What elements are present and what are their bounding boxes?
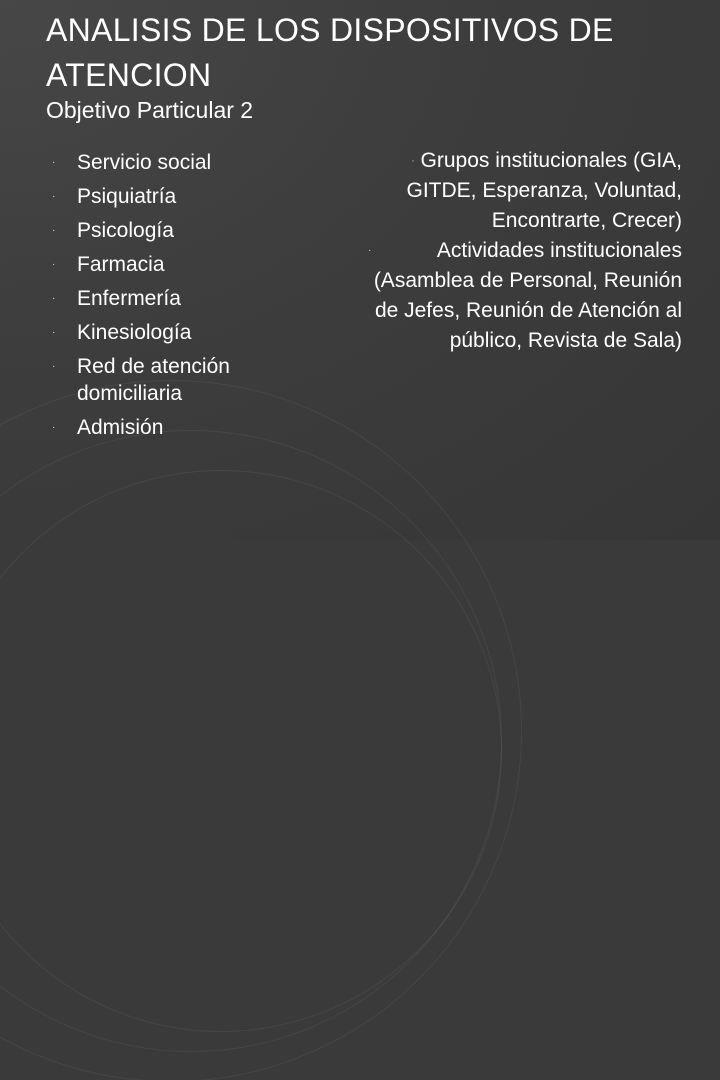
bullet-icon: · — [52, 422, 56, 433]
bullet-icon: · — [411, 155, 415, 167]
slide-title: ANALISIS DE LOS DISPOSITIVOS DE ATENCION — [46, 12, 614, 93]
bullet-icon: · — [368, 245, 372, 257]
list-item-label: Servicio social — [77, 151, 212, 174]
list-item — [360, 146, 682, 236]
list-item — [52, 316, 312, 350]
list-item-label: Enfermería — [77, 287, 181, 310]
list-item-label: Farmacia — [77, 253, 165, 276]
right-bullet-list — [360, 146, 682, 356]
bullet-icon: · — [52, 293, 56, 304]
list-item — [52, 146, 312, 180]
list-item — [52, 180, 312, 214]
bullet-icon: · — [52, 225, 56, 236]
list-item-label: Psiquiatría — [77, 185, 177, 208]
left-bullet-list — [52, 146, 312, 445]
list-item-label: Grupos institucionales (GIA, GITDE, Esperanza, Voluntad, Encontrarte, Crecer) — [406, 149, 682, 233]
bullet-icon: · — [52, 361, 56, 372]
list-item-label: Kinesiología — [77, 321, 192, 344]
list-item — [52, 350, 312, 411]
list-item — [52, 248, 312, 282]
bullet-icon: · — [52, 157, 56, 168]
list-item — [52, 214, 312, 248]
list-item-label: Red de atención domiciliaria — [77, 355, 230, 405]
list-item — [52, 411, 312, 445]
list-item-label: Psicología — [77, 219, 174, 242]
bullet-icon: · — [52, 191, 56, 202]
list-item — [360, 236, 682, 356]
bullet-icon: · — [52, 259, 56, 270]
list-item-label: Admisión — [77, 416, 164, 439]
bullet-icon: · — [52, 327, 56, 338]
list-item-label: Actividades institucionales (Asamblea de Personal, Reunión de Jefes, Reunión de Atención al público, Revista de Sala) — [373, 239, 682, 353]
list-item — [52, 282, 312, 316]
slide-subtitle: Objetivo Particular 2 — [46, 97, 254, 123]
